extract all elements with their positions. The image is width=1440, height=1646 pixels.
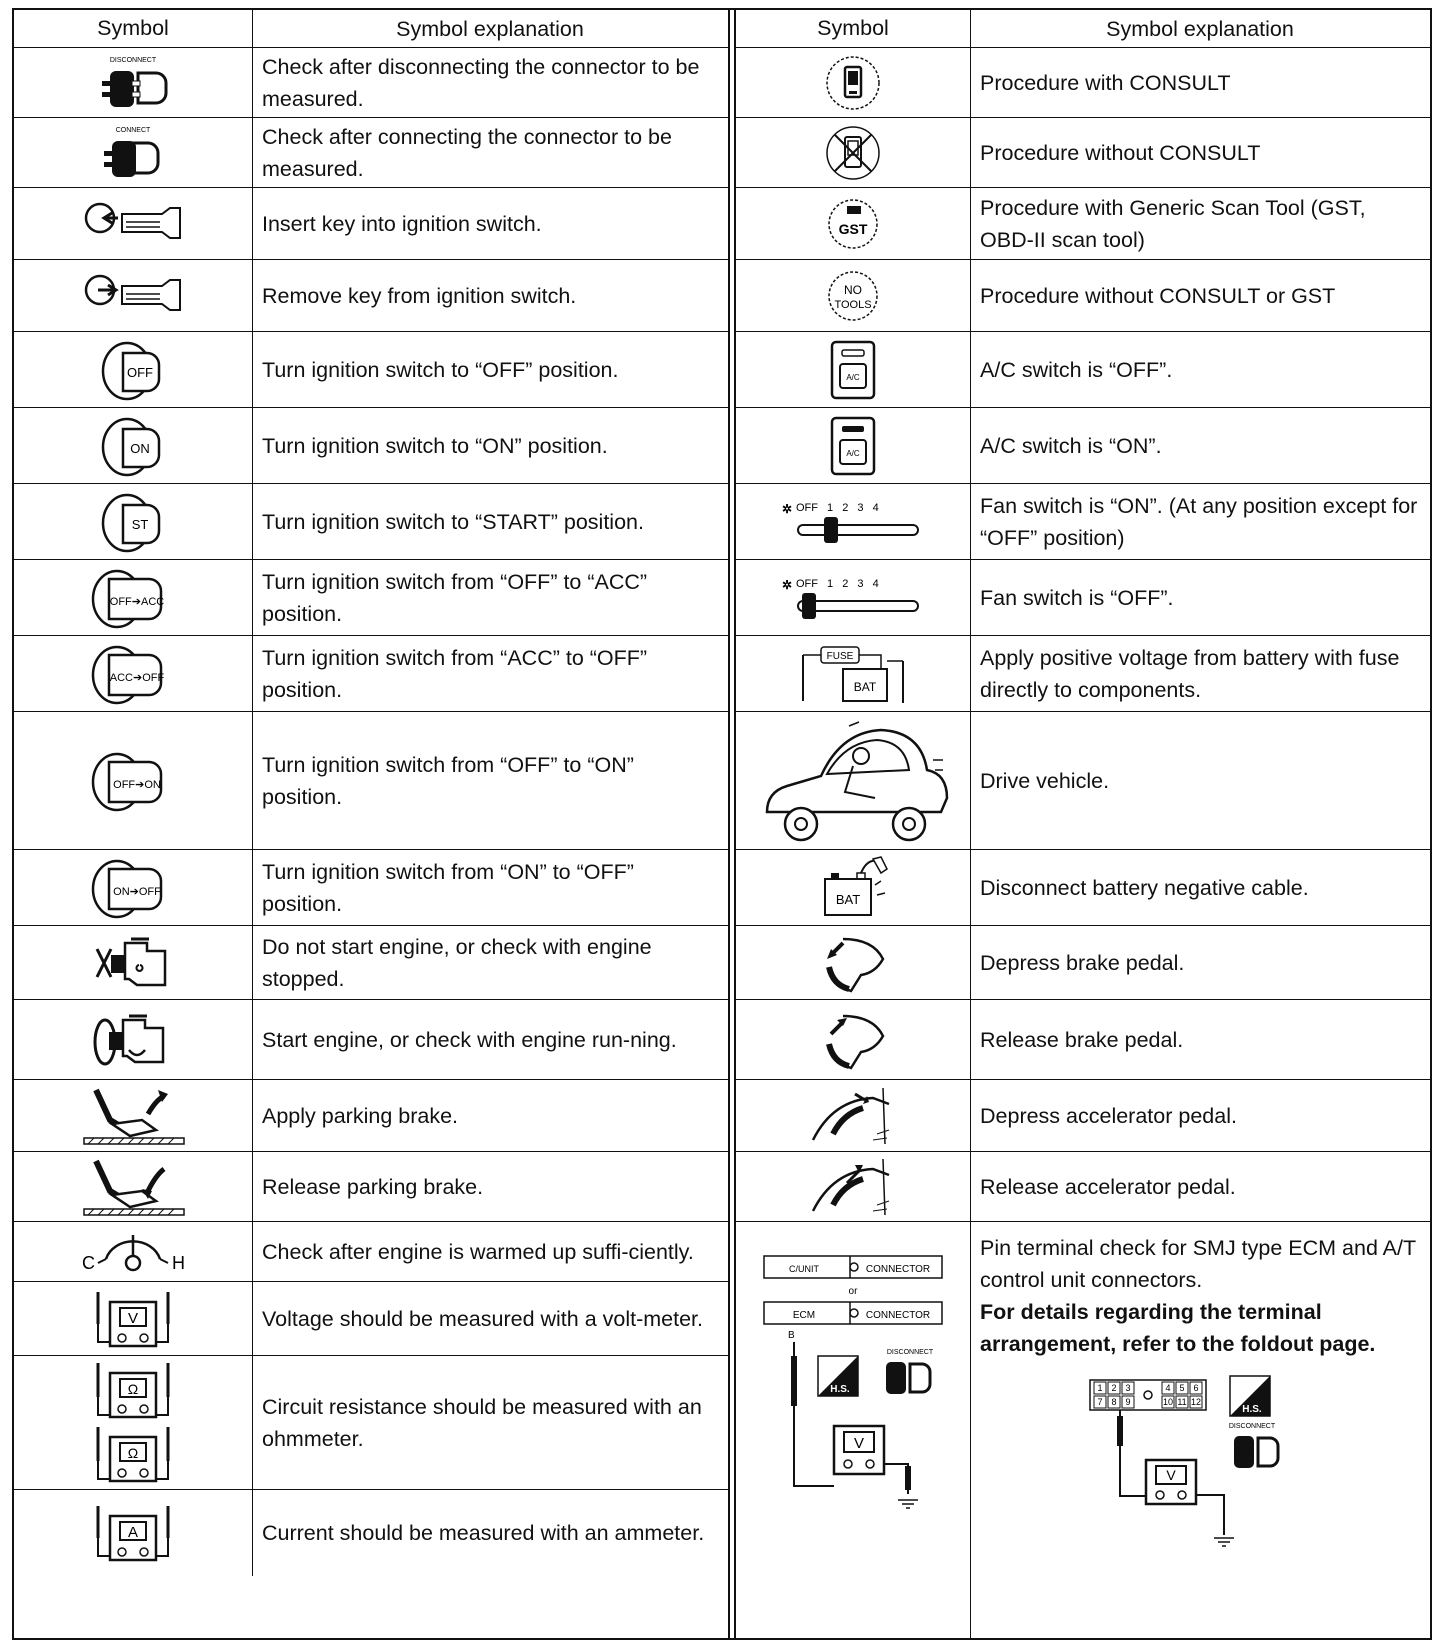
table-row [14,1080,728,1152]
row-explanation: Drive vehicle. [980,768,1110,793]
svg-text:OFF 1 2 3 4: OFF 1 2 3 4 [796,577,879,590]
row-explanation: Circuit resistance should be measured with an ohmmeter. [262,1394,702,1451]
svg-text:CONNECT: CONNECT [115,126,151,134]
table-row [736,408,1430,484]
pin-check-bold-text: For details regarding the terminal arrangement, refer to the foldout page. [980,1300,1376,1356]
svg-text:ECM: ECM [792,1310,816,1321]
row-explanation: Insert key into ignition switch. [262,211,542,236]
pin-label: 7 [1097,1397,1103,1407]
release-accelerator-icon [736,1152,971,1221]
pin-label: 6 [1193,1383,1199,1393]
row-explanation: Start engine, or check with engine run-ning. [262,1027,677,1052]
svg-text:A: A [127,1524,139,1541]
pin-label: 10 [1162,1397,1174,1407]
connect-connector-icon [14,118,253,187]
table-row [14,188,728,260]
row-explanation: Current should be measured with an ammeter. [262,1521,705,1545]
ac-on-icon [736,408,971,483]
svg-text:BAT: BAT [835,891,861,907]
depress-accelerator-icon [736,1080,971,1151]
row-explanation: Turn ignition switch from “ON” to “OFF” position. [262,859,634,916]
svg-text:✲: ✲ [782,577,793,592]
table-row [736,484,1430,560]
row-explanation: Turn ignition switch to “ON” position. [262,433,608,458]
svg-text:Ω: Ω [127,1444,139,1461]
svg-text:DISCONNECT: DISCONNECT [109,56,157,64]
svg-text:ACC➔OFF: ACC➔OFF [109,671,165,684]
pin-terminal-check-icon [736,1222,971,1640]
engine-running-icon [14,1000,253,1079]
ignition-off-to-acc-icon [14,560,253,635]
row-explanation: Procedure with CONSULT [980,70,1231,95]
row-explanation: Disconnect battery negative cable. [980,875,1309,900]
svg-text:TOOLS: TOOLS [834,298,872,311]
row-explanation: A/C switch is “ON”. [980,433,1162,458]
pin-check-explanation [970,1222,1430,1640]
row-explanation: Turn ignition switch from “ACC” to “OFF” position. [262,645,648,702]
svg-text:B: B [788,1330,795,1341]
row-explanation: Check after disconnecting the connector to be measured. [262,54,700,111]
row-explanation: Remove key from ignition switch. [262,283,577,308]
row-explanation: Apply positive voltage from battery with fuse directly to components. [980,645,1400,702]
pin-label: 4 [1165,1383,1171,1393]
ammeter-icon [14,1490,253,1576]
header-explanation: Symbol explanation [396,16,584,41]
drive-vehicle-icon [736,712,971,849]
svg-text:ST: ST [131,516,149,532]
pin-label: 2 [1111,1383,1117,1393]
ignition-acc-to-off-icon [14,636,253,711]
svg-text:DISCONNECT: DISCONNECT [1228,1423,1276,1430]
svg-text:CONNECTOR: CONNECTOR [865,1310,931,1321]
svg-text:A/C: A/C [846,448,860,458]
row-explanation: Procedure without CONSULT or GST [980,283,1336,308]
pin-check-text: Pin terminal check for SMJ type ECM and A/T control unit connectors. [980,1236,1416,1292]
svg-text:V: V [127,1309,139,1327]
row-explanation: Voltage should be measured with a volt-meter. [262,1306,704,1331]
svg-text:V: V [1166,1467,1176,1483]
svg-text:C/UNIT: C/UNIT [789,1264,819,1274]
table-row [14,1490,728,1640]
table-row [736,118,1430,188]
svg-text:BAT: BAT [853,679,877,694]
row-explanation: Turn ignition switch to “START” position. [262,509,644,534]
ignition-on-to-off-icon [14,850,253,925]
battery-disconnect-icon [736,850,971,925]
svg-text:ON➔OFF: ON➔OFF [113,885,161,898]
release-parking-brake-icon [14,1152,253,1221]
row-explanation: Release parking brake. [262,1174,484,1199]
fuse-battery-icon [736,636,971,711]
fan-off-icon [736,560,971,635]
row-explanation: Procedure without CONSULT [980,140,1261,165]
row-explanation: Release accelerator pedal. [980,1174,1236,1199]
svg-text:H.S.: H.S. [1242,1404,1262,1415]
table-row [14,484,728,560]
remove-key-icon [14,260,253,331]
voltmeter-icon [14,1282,253,1355]
table-row [736,188,1430,260]
table-row [736,1152,1430,1222]
ignition-start-icon [14,484,253,559]
svg-text:OFF: OFF [127,364,153,380]
table-row [14,1222,728,1282]
table-row [14,1356,728,1490]
pin-label: 11 [1177,1397,1187,1407]
ignition-on-icon [14,408,253,483]
table-row [736,850,1430,926]
table-row [14,1152,728,1222]
header-row [736,10,1430,48]
pin-label: 8 [1111,1397,1117,1407]
svg-text:DISCONNECT: DISCONNECT [886,1349,934,1356]
ohmmeter-icon [14,1356,253,1489]
consult-icon [736,48,971,117]
pin-label: 12 [1190,1397,1202,1407]
table-row [14,712,728,850]
row-explanation: Procedure with Generic Scan Tool (GST, OBD-II scan tool) [980,195,1366,252]
row-explanation: Depress accelerator pedal. [980,1103,1237,1128]
disconnect-connector-icon [14,48,253,117]
header-symbol: Symbol [736,10,971,47]
pin-label: 3 [1125,1383,1131,1393]
row-explanation: Turn ignition switch to “OFF” position. [262,357,619,382]
left-table [14,10,728,1638]
ignition-off-icon [14,332,253,407]
table-row [14,636,728,712]
table-row [736,1000,1430,1080]
table-row [736,712,1430,850]
header-row [14,10,728,48]
svg-text:GST: GST [838,220,868,237]
table-row [736,560,1430,636]
row-explanation: A/C switch is “OFF”. [980,357,1173,382]
table-row [736,636,1430,712]
svg-text:NO: NO [844,282,862,297]
table-row [14,1000,728,1080]
right-table [736,10,1430,1638]
header-explanation: Symbol explanation [1106,16,1294,41]
table-row [736,48,1430,118]
engine-stopped-icon [14,926,253,999]
table-row [14,408,728,484]
pin-label: 1 [1097,1383,1103,1393]
svg-text:OFF➔ACC: OFF➔ACC [109,595,165,608]
row-explanation: Apply parking brake. [262,1103,458,1128]
no-consult-icon [736,118,971,187]
depress-brake-icon [736,926,971,999]
svg-text:H.S.: H.S. [830,1384,850,1395]
row-explanation: Check after engine is warmed up suffi-ciently. [262,1239,694,1264]
apply-parking-brake-icon [14,1080,253,1151]
table-row [736,260,1430,332]
svg-text:H: H [172,1252,185,1273]
table-row [14,560,728,636]
row-explanation: Release brake pedal. [980,1027,1184,1052]
ac-off-icon [736,332,971,407]
row-explanation: Check after connecting the connector to be measured. [262,124,672,181]
table-row [14,332,728,408]
svg-text:or: or [848,1286,858,1297]
no-tools-icon [736,260,971,331]
row-explanation: Turn ignition switch from “OFF” to “ACC” position. [262,569,648,626]
svg-text:Ω: Ω [127,1380,139,1397]
table-row [14,1282,728,1356]
table-row [14,48,728,118]
svg-text:A/C: A/C [846,372,860,382]
svg-text:ON: ON [130,440,150,456]
svg-text:✲: ✲ [782,501,793,516]
svg-text:V: V [853,1435,865,1452]
table-row [736,926,1430,1000]
symbol-table [12,8,1432,1640]
svg-text:OFF➔ON: OFF➔ON [113,778,161,791]
table-row [14,260,728,332]
table-row [14,118,728,188]
table-row [14,850,728,926]
row-explanation: Turn ignition switch from “OFF” to “ON” position. [262,752,634,809]
row-explanation: Fan switch is “OFF”. [980,585,1174,610]
row-explanation: Fan switch is “ON”. (At any position except for “OFF” position) [980,493,1418,550]
table-row [736,1080,1430,1152]
insert-key-icon [14,188,253,259]
row-explanation: Do not start engine, or check with engine stopped. [262,934,652,991]
svg-text:C: C [82,1252,95,1273]
header-symbol: Symbol [14,10,253,47]
pin-label: 5 [1179,1383,1185,1393]
ignition-off-to-on-icon [14,712,253,849]
row-explanation: Depress brake pedal. [980,950,1185,975]
svg-text:OFF 1 2 3 4: OFF 1 2 3 4 [796,501,879,514]
table-row [14,926,728,1000]
pin-arrangement-icon [980,1370,1300,1550]
column-divider [728,10,730,1638]
fan-on-icon [736,484,971,559]
temperature-gauge-icon [14,1222,253,1281]
table-row [736,332,1430,408]
pin-label: 9 [1125,1397,1131,1407]
table-row [736,1222,1430,1640]
gst-icon [736,188,971,259]
svg-text:FUSE: FUSE [826,650,854,662]
svg-text:CONNECTOR: CONNECTOR [865,1264,931,1275]
release-brake-icon [736,1000,971,1079]
